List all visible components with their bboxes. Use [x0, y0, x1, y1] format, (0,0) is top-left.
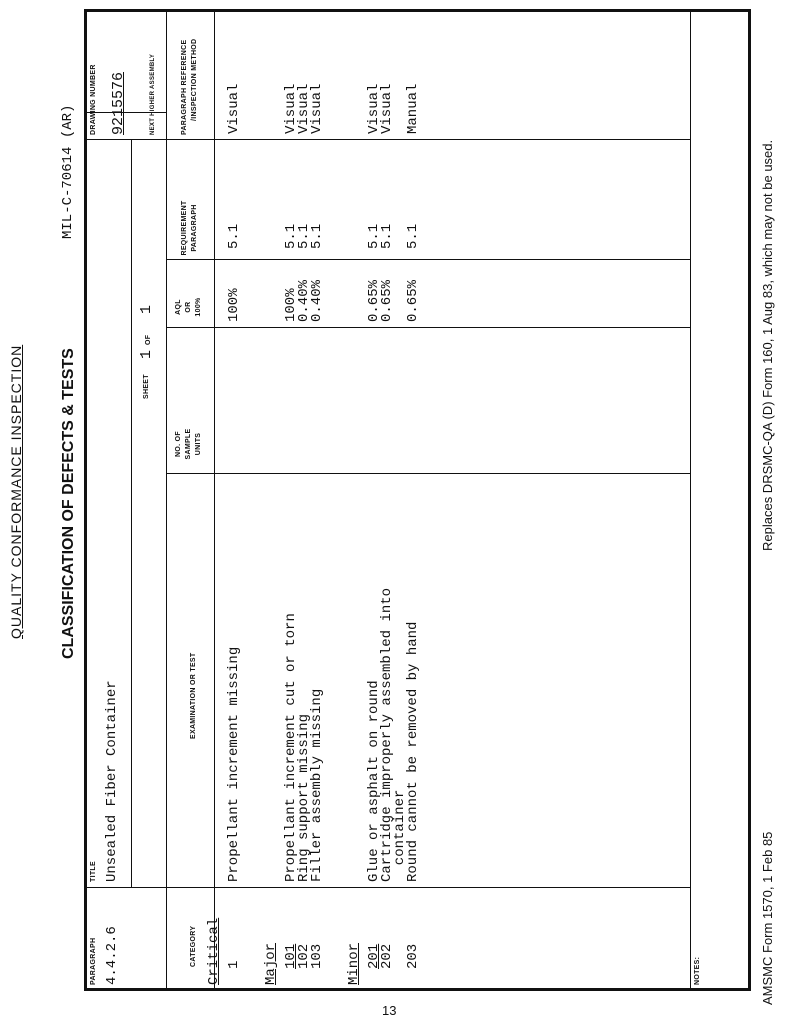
requirement-paragraph: 5.1 [405, 223, 421, 249]
aql-value: 100% [283, 288, 299, 322]
requirement-header [180, 197, 200, 259]
aql-value: 0.65% [405, 279, 421, 322]
page-title: QUALITY CONFORMANCE INSPECTION [8, 344, 24, 639]
aql-value: 0.65% [366, 279, 382, 322]
category-code: 202 [379, 943, 395, 969]
aql-header-line3: 100% [195, 297, 202, 317]
exam-description: Filler assembly missing [309, 688, 325, 882]
paragraph-value: 4.4.2.6 [104, 926, 120, 985]
form-subtitle: CLASSIFICATION OF DEFECTS & TESTS [60, 348, 77, 659]
aql-value: 0.65% [379, 279, 395, 322]
inspection-method: Visual [309, 83, 325, 134]
category-group-minor: Minor [346, 942, 362, 985]
inspection-method: Visual [226, 83, 242, 134]
req-header-line2: PARAGRAPH [191, 204, 198, 252]
replaces-note: Replaces DRSMC-QA (D) Form 160, 1 Aug 83, which may not be used. [760, 139, 775, 551]
title-label: TITLE [90, 861, 97, 882]
inspection-method: Visual [379, 83, 395, 134]
category-header: CATEGORY [190, 925, 197, 967]
exam-description: Propellant increment cut or torn [283, 613, 299, 882]
sheet-total: 1 [138, 304, 155, 314]
sample-header-line3: UNITS [195, 432, 202, 456]
requirement-paragraph: 5.1 [309, 223, 325, 249]
exam-description: container [392, 789, 408, 882]
category-code: 102 [296, 943, 312, 969]
form-number: AMSMC Form 1570, 1 Feb 85 [760, 831, 775, 1005]
sample-units-header [174, 419, 204, 469]
exam-description: Cartridge improperly assembled into [379, 587, 395, 882]
title-value: Unsealed Fiber Container [104, 680, 120, 882]
exam-description: Ring support missing [296, 713, 312, 882]
spec-number: MIL-C-70614 (AR) [60, 104, 76, 239]
category-group-critical: Critical [206, 917, 222, 985]
paragraph-label: PARAGRAPH [90, 937, 97, 985]
requirement-paragraph: 5.1 [283, 223, 299, 249]
drawing-number-label: DRAWING NUMBER [90, 64, 97, 135]
next-assembly-label: NEXT HIGHER ASSEMBLY [150, 53, 156, 135]
aql-header-line2: OR [185, 301, 192, 313]
aql-value: 0.40% [309, 279, 325, 322]
requirement-paragraph: 5.1 [379, 223, 395, 249]
exam-header: EXAMINATION OR TEST [190, 652, 197, 739]
requirement-paragraph: 5.1 [226, 223, 242, 249]
category-group-major: Major [263, 942, 279, 985]
page-number: 13 [382, 1003, 397, 1018]
inspection-method: Visual [296, 83, 312, 134]
ref-header-line1: PARAGRAPH REFERENCE [181, 39, 188, 135]
exam-description: Round cannot be removed by hand [405, 621, 421, 882]
sample-header-line1: NO. OF [175, 431, 182, 457]
aql-value: 100% [226, 288, 242, 322]
aql-header [174, 287, 204, 327]
category-code: 201 [366, 943, 382, 969]
notes-label: NOTES: [694, 956, 701, 985]
category-code: 1 [226, 960, 242, 969]
sheet-label: SHEET [143, 374, 150, 399]
requirement-paragraph: 5.1 [366, 223, 382, 249]
sheet-value: 1 [138, 349, 155, 359]
category-code: 103 [309, 943, 325, 969]
inspection-method: Visual [283, 83, 299, 134]
category-code: 203 [405, 943, 421, 969]
req-header-line1: REQUIREMENT [181, 200, 188, 256]
inspection-method: Manual [405, 83, 421, 134]
sample-header-line2: SAMPLE [185, 428, 192, 460]
requirement-paragraph: 5.1 [296, 223, 312, 249]
reference-header [180, 39, 200, 135]
aql-value: 0.40% [296, 279, 312, 322]
aql-header-line1: AQL [175, 299, 182, 315]
ref-header-line2: /INSPECTION METHOD [191, 38, 198, 121]
drawing-number-value: 9215576 [110, 71, 127, 135]
exam-description: Glue or asphalt on round [366, 680, 382, 882]
category-code: 101 [283, 943, 299, 969]
inspection-method: Visual [366, 83, 382, 134]
of-label: OF [145, 334, 152, 345]
exam-description: Propellant increment missing [226, 646, 242, 882]
